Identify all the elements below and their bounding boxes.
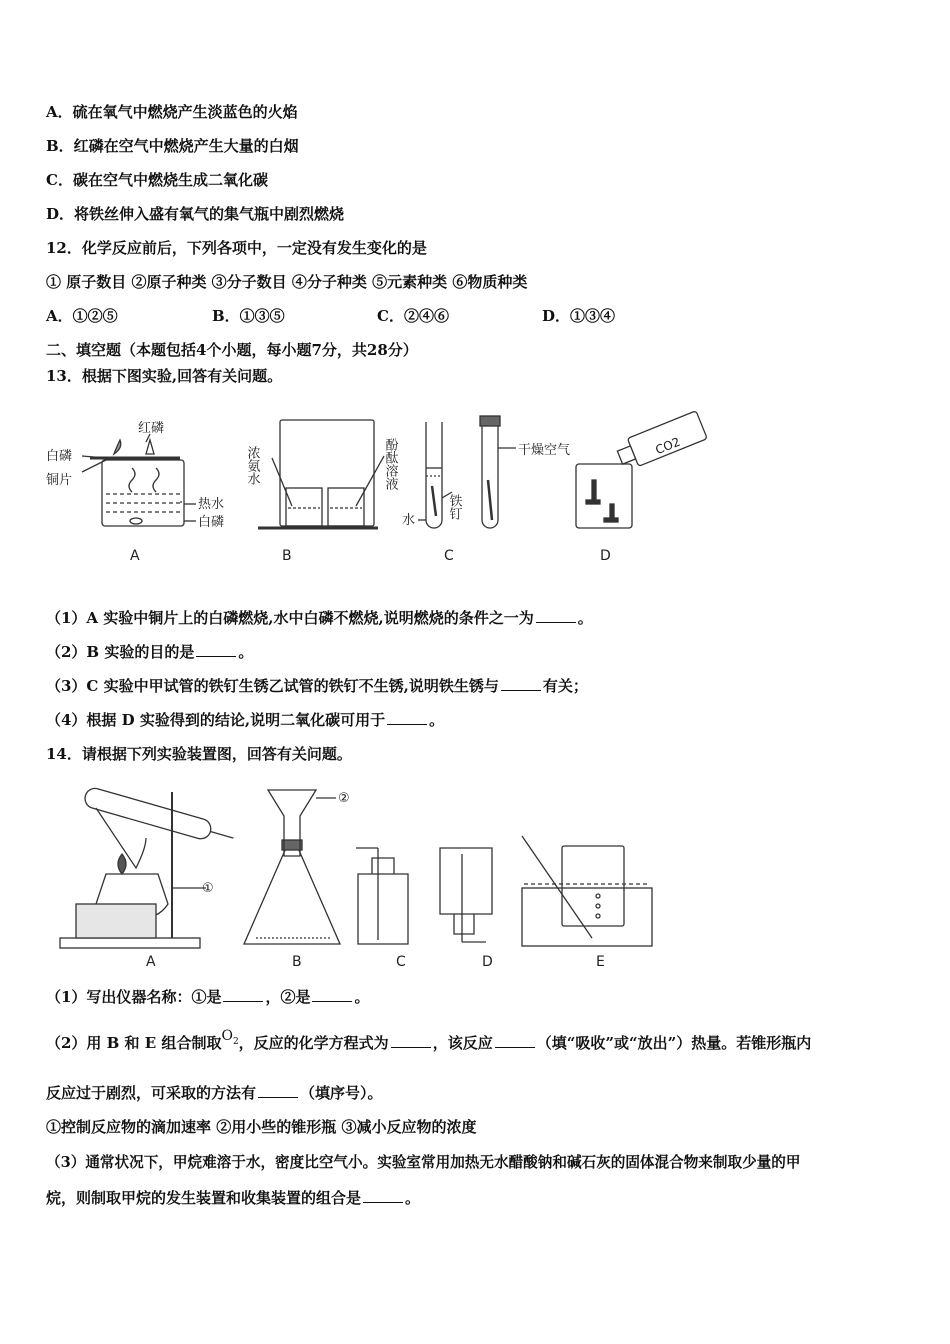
q11-option-d: D．将铁丝伸入盛有氧气的集气瓶中剧烈燃烧 <box>46 205 345 223</box>
inverted-bottle <box>440 848 492 934</box>
label-water: 水 <box>402 513 416 528</box>
q14-methods: ①控制反应物的滴加速率 ②用小些的锥形瓶 ③减小反应物的浓度 <box>46 1118 477 1136</box>
q12-items: ① 原子数目 ②原子种类 ③分子数目 ④分子种类 ⑤元素种类 ⑥物质种类 <box>46 273 528 291</box>
figure-label-b: B <box>292 954 302 970</box>
q11-option-c: C．碳在空气中燃烧生成二氧化碳 <box>46 171 268 189</box>
answer-blank[interactable] <box>312 987 352 1002</box>
o2-formula: $O_2$ <box>221 1028 239 1047</box>
label-hot-water: 热水 <box>198 497 225 512</box>
label-co2: CO2 <box>653 434 683 458</box>
answer-blank[interactable] <box>196 642 236 657</box>
answer-blank[interactable] <box>258 1083 298 1098</box>
figure-label-c: C <box>396 954 406 970</box>
q14-part3-cont: 烷，则制取甲烷的发生装置和收集装置的组合是 。 <box>46 1189 421 1207</box>
q14-part1: （1）写出仪器名称：①是 ，②是 。 <box>46 988 370 1006</box>
label-circle-1: ① <box>202 881 214 896</box>
test-tube-1 <box>426 422 442 528</box>
answer-blank[interactable] <box>495 1033 535 1048</box>
q11-option-b: B．红磷在空气中燃烧产生大量的白烟 <box>46 137 299 155</box>
figure-label-e: E <box>596 954 605 970</box>
q12-stem: 12．化学反应前后，下列各项中，一定没有发生变化的是 <box>46 239 427 257</box>
q13-stem: 13．根据下图实验,回答有关问题。 <box>46 367 283 385</box>
figure-label-a: A <box>130 548 140 564</box>
q13-part1: （1）A 实验中铜片上的白磷燃烧,水中白磷不燃烧,说明燃烧的条件之一为 。 <box>46 609 593 627</box>
label-copper: 铜片 <box>46 473 73 488</box>
label-red-phosphorus: 红磷 <box>138 421 165 436</box>
q14-stem: 14．请根据下列实验装置图，回答有关问题。 <box>46 745 352 763</box>
figure-label-c: C <box>444 548 454 564</box>
q13-part4: （4）根据 D 实验得到的结论,说明二氧化碳可用于 。 <box>46 711 445 729</box>
answer-blank[interactable] <box>501 676 541 691</box>
beaker-a <box>102 460 184 526</box>
section-2-heading: 二、填空题（本题包括4个小题，每小题7分，共28分） <box>46 341 418 359</box>
q12-option-d: D．①③④ <box>542 307 616 325</box>
test-tube-a <box>83 786 213 841</box>
collecting-bottle <box>562 846 624 926</box>
figure-label-b: B <box>282 548 292 564</box>
q13-figure <box>46 408 726 573</box>
conical-flask <box>244 848 340 944</box>
q11-option-a: A．硫在氧气中燃烧产生淡蓝色的火焰 <box>46 103 298 121</box>
q12-option-a: A．①②⑤ <box>46 307 118 325</box>
label-dry-air: 干燥空气 <box>518 443 571 458</box>
answer-blank[interactable] <box>387 710 427 725</box>
answer-blank[interactable] <box>223 987 263 1002</box>
figure-label-d: D <box>482 954 493 970</box>
figure-label-d: D <box>600 548 611 564</box>
label-white-phosphorus-2: 白磷 <box>198 515 225 530</box>
answer-blank[interactable] <box>536 608 576 623</box>
label-ammonia: 浓氨水 <box>244 446 260 485</box>
label-iron-nail: 铁钉 <box>446 494 462 520</box>
q14-part3: （3）通常状况下，甲烷难溶于水，密度比空气小。实验室常用加热无水醋酸钠和碱石灰的固体混合物来制取少量的甲 <box>46 1154 801 1171</box>
figure-label-a: A <box>146 954 156 970</box>
answer-blank[interactable] <box>363 1188 403 1203</box>
q13-part2: （2）B 实验的目的是 。 <box>46 643 254 661</box>
q12-option-c: C．②④⑥ <box>377 307 449 325</box>
gas-bottle <box>358 858 408 944</box>
label-circle-2: ② <box>338 791 350 806</box>
water-trough <box>522 888 652 946</box>
bell-jar <box>280 420 374 526</box>
iron-stand-base <box>60 938 200 948</box>
q14-part2-cont: 反应过于剧烈，可采取的方法有 （填序号）。 <box>46 1084 383 1102</box>
label-phenolphthalein: 酚酞溶液 <box>382 438 398 490</box>
q12-option-b: B．①③⑤ <box>212 307 285 325</box>
q14-part2: （2）用 B 和 E 组合制取$O_2$，反应的化学方程式为 ，该反应 （填“吸收”或“放出”）热量。若锥形瓶内 <box>46 1028 812 1052</box>
q14-figure <box>46 778 666 973</box>
label-white-phosphorus: 白磷 <box>46 449 73 464</box>
answer-blank[interactable] <box>391 1033 431 1048</box>
q13-part3: （3）C 实验中甲试管的铁钉生锈乙试管的铁钉不生锈,说明铁生锈与 有关； <box>46 677 588 695</box>
